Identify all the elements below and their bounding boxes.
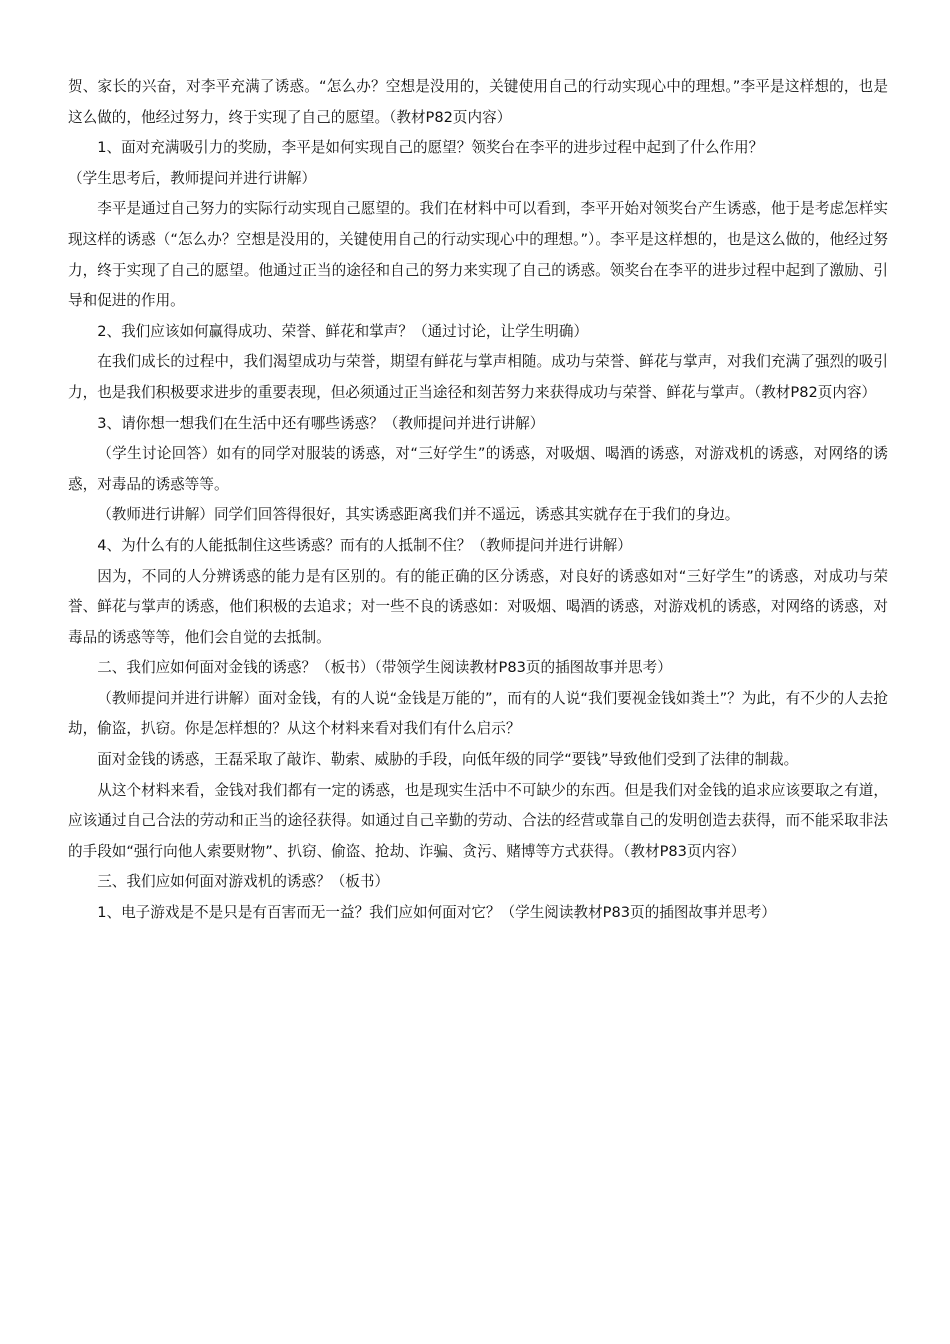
paragraph-1: 贺、家长的兴奋，对李平充满了诱惑。“怎么办？空想是没用的，关键使用自己的行动实现心中的理想。”李平是这样想的，也是这么做的，他经过努力，终于实现了自己的愿望。（教材P82页内容） <box>68 78 888 126</box>
paragraph-3: （学生思考后，教师提问并进行讲解） <box>68 169 317 187</box>
paragraph-16: 三、我们应如何面对游戏机的诱惑？（板书） <box>97 873 390 891</box>
paragraph-14: 面对金钱的诱惑，王磊采取了敲诈、勒索、威胁的手段，向低年级的同学“要钱”导致他们受到了法律的制裁。 <box>97 751 799 769</box>
paragraph-11: 因为，不同的人分辨诱惑的能力是有区别的。有的能正确的区分诱惑，对良好的诱惑如对“三好学生”的诱惑，对成功与荣誉、鲜花与掌声的诱惑，他们积极的去追求；对一些不良的诱惑如：对吸烟、喝酒的诱惑，对游戏机的诱惑，对网络的诱惑，对毒品的诱惑等等，他们会自觉的去抵制。 <box>68 567 888 646</box>
paragraph-17: 1、电子游戏是不是只是有百害而无一益？我们应如何面对它？（学生阅读教材P83页的插图故事并思考） <box>97 904 776 922</box>
paragraph-7: 3、请你想一想我们在生活中还有哪些诱惑？（教师提问并进行讲解） <box>97 414 545 432</box>
paragraph-13: （教师提问并进行讲解）面对金钱，有的人说“金钱是万能的”，而有的人说“我们要视金钱如粪土”？为此，有不少的人去抢劫，偷盗，扒窃。你是怎样想的？从这个材料来看对我们有什么启示？ <box>68 689 888 738</box>
paragraph-2: 1、面对充满吸引力的奖励，李平是如何实现自己的愿望？领奖台在李平的进步过程中起到了什么作用？ <box>97 139 764 157</box>
paragraph-5: 2、我们应该如何赢得成功、荣誉、鲜花和掌声？（通过讨论，让学生明确） <box>97 322 589 340</box>
paragraph-15: 从这个材料来看，金钱对我们都有一定的诱惑，也是现实生活中不可缺少的东西。但是我们对金钱的追求应该要取之有道，应该通过自己合法的劳动和正当的途径获得。如通过自己辛勤的劳动、合法的经营或靠自己的发明创造去获得，而不能采取非法的手段如“强行向他人索要财物”、扒窃、偷盗、抢劫、诈骗、贪污、赌博等方式获得。（教材P83页内容） <box>68 781 888 860</box>
paragraph-6: 在我们成长的过程中，我们渴望成功与荣誉，期望有鲜花与掌声相随。成功与荣誉、鲜花与掌声，对我们充满了强烈的吸引力，也是我们积极要求进步的重要表现，但必须通过正当途径和刻苦努力来获得成功与荣誉、鲜花与掌声。（教材P82页内容） <box>68 353 888 401</box>
paragraph-10: 4、为什么有的人能抵制住这些诱惑？而有的人抵制不住？（教师提问并进行讲解） <box>97 536 632 554</box>
paragraph-4: 李平是通过自己努力的实际行动实现自己愿望的。我们在材料中可以看到，李平开始对领奖台产生诱惑，他于是考虑怎样实现这样的诱惑（“怎么办？空想是没用的，关键使用自己的行动实现心中的理想。”）。李平是这样想的，也是这么做的，他经过努力，终于实现了自己的愿望。他通过正当的途径和自己的努力来实现了自己的诱惑。领奖台在李平的进步过程中起到了激励、引导和促进的作用。 <box>68 200 888 310</box>
paragraph-8: （学生讨论回答）如有的同学对服装的诱惑，对“三好学生”的诱惑，对吸烟、喝酒的诱惑，对游戏机的诱惑，对网络的诱惑，对毒品的诱惑等等。 <box>68 445 888 493</box>
paragraph-12: 二、我们应如何面对金钱的诱惑？（板书）（带领学生阅读教材P83页的插图故事并思考） <box>97 659 672 677</box>
paragraph-9: （教师进行讲解）同学们回答得很好，其实诱惑距离我们并不遥远，诱惑其实就存在于我们的身边。 <box>97 506 740 524</box>
